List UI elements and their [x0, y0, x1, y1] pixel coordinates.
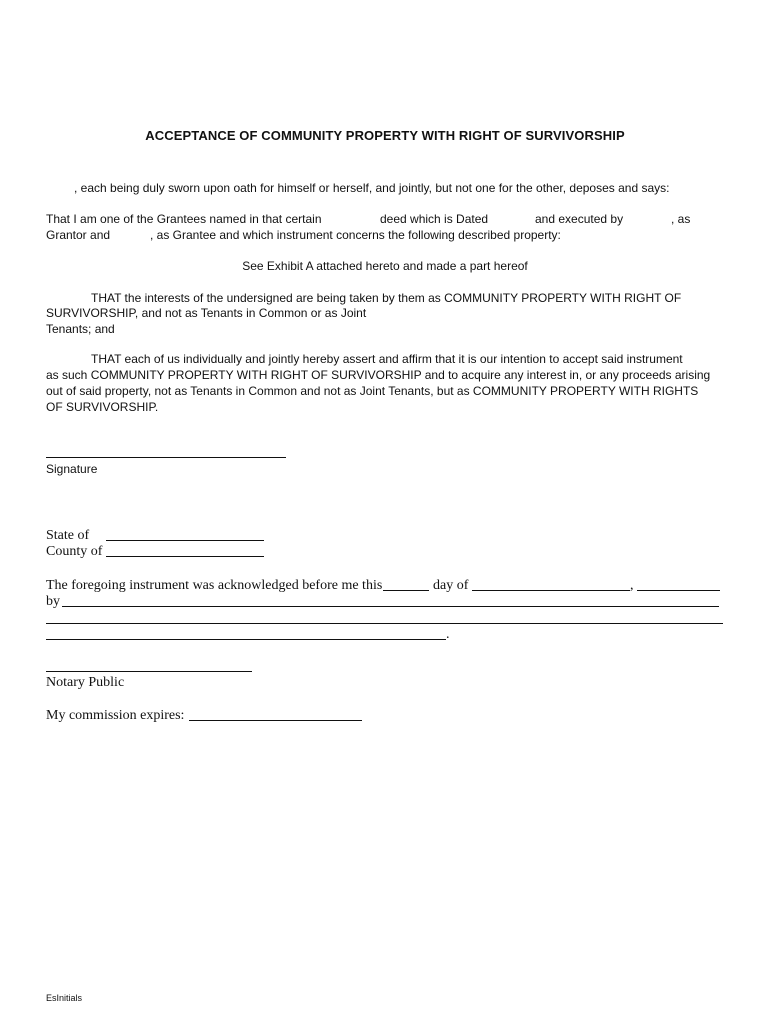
notary-signature-line[interactable]	[46, 671, 252, 672]
interests-line-1: THAT the interests of the undersigned are being taken by them as COMMUNITY PROPERTY WITH RIGHT OF	[91, 291, 682, 305]
acknowledgment-month-field[interactable]	[472, 590, 630, 591]
signature-label: Signature	[46, 462, 98, 476]
grantee-text-4: , as	[671, 212, 691, 226]
grantee-text-2: deed which is Dated	[380, 212, 489, 226]
document-title: ACCEPTANCE OF COMMUNITY PROPERTY WITH RIGHT OF SURVIVORSHIP	[145, 128, 625, 143]
acknowledgment-comma: ,	[630, 578, 634, 593]
acknowledgment-year-field[interactable]	[637, 590, 720, 591]
county-label: County of	[46, 544, 103, 559]
acknowledgment-continuation-line[interactable]	[46, 623, 723, 624]
acknowledgment-period: .	[446, 627, 450, 642]
signature-line[interactable]	[46, 457, 286, 458]
acknowledgment-text: The foregoing instrument was acknowledged before me this	[46, 578, 383, 593]
acknowledgment-by: by	[46, 594, 60, 609]
state-field[interactable]	[106, 540, 264, 541]
intention-line-2: as such COMMUNITY PROPERTY WITH RIGHT OF SURVIVORSHIP and to acquire any interest in, or any proceeds arising	[46, 368, 711, 382]
commission-expires-field[interactable]	[189, 720, 362, 721]
acknowledgment-day-field[interactable]	[383, 590, 429, 591]
acknowledgment-final-line[interactable]	[46, 639, 446, 640]
state-label: State of	[46, 528, 90, 543]
grantee-text-1: That I am one of the Grantees named in that certain	[46, 212, 322, 226]
interests-line-2: SURVIVORSHIP, and not as Tenants in Common or as Joint	[46, 306, 367, 320]
footer-initials: EsInitials	[46, 993, 83, 1003]
interests-line-3: Tenants; and	[46, 322, 115, 336]
grantee-text-6: , as Grantee and which instrument concerns the following described property:	[150, 228, 561, 242]
grantee-text-3: and executed by	[535, 212, 624, 226]
intention-line-1: THAT each of us individually and jointly hereby assert and affirm that it is our intention to accept said instrument	[91, 352, 683, 366]
exhibit-reference: See Exhibit A attached hereto and made a part hereof	[242, 259, 528, 273]
county-field[interactable]	[106, 556, 264, 557]
intention-line-4: OF SURVIVORSHIP.	[46, 400, 159, 414]
acknowledgment-by-field[interactable]	[62, 606, 719, 607]
commission-expires-label: My commission expires:	[46, 708, 185, 723]
grantee-text-5: Grantor and	[46, 228, 111, 242]
oath-text: , each being duly sworn upon oath for himself or herself, and jointly, but not one for the other, deposes and says:	[74, 181, 670, 195]
notary-public-label: Notary Public	[46, 675, 125, 690]
acknowledgment-day-of: day of	[433, 578, 469, 593]
intention-line-3: out of said property, not as Tenants in Common and not as Joint Tenants, but as COMMUNITY PROPERTY WITH RIGHTS	[46, 384, 699, 398]
